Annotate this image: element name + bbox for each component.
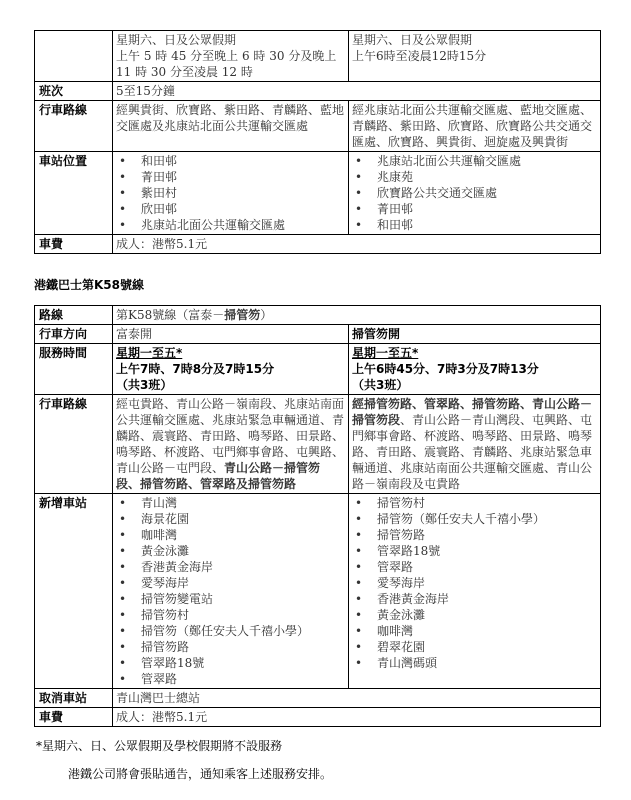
fare-label: 車費: [35, 235, 113, 254]
fare-label: 車費: [35, 708, 113, 727]
list-item: • 掃管笏（鄭任安夫人千禧小學）: [352, 511, 596, 527]
list-item: • 管翠路: [352, 559, 596, 575]
list-item: • 掃管笏（鄭任安夫人千禧小學）: [116, 623, 344, 639]
list-item: • 和田邨: [352, 217, 596, 233]
cancelled-stop-label: 取消車站: [35, 689, 113, 708]
list-item: • 咖啡灣: [352, 623, 596, 639]
table-row: [35, 708, 601, 727]
service-time-right: 星期一至五* 上午6時45分、7時3分及7時13分 （共3班）: [349, 344, 601, 395]
table-row: [35, 325, 601, 344]
route-table-1: [34, 30, 601, 254]
list-item: • 紫田村: [116, 185, 344, 201]
cancelled-stop: 青山灣巴士總站: [113, 689, 601, 708]
list-item: • 青山灣碼頭: [352, 655, 596, 671]
list-item: • 菁田邨: [116, 169, 344, 185]
list-item: • 香港黃金海岸: [352, 591, 596, 607]
list-item: • 愛琴海岸: [352, 575, 596, 591]
direction-left: 富泰開: [113, 325, 349, 344]
list-item: • 掃管笏變電站: [116, 591, 344, 607]
service-time-left: 星期一至五* 上午7時、7時8分及7時15分 （共3班）: [113, 344, 349, 395]
table-row: [35, 344, 601, 395]
stops-right: [349, 152, 601, 235]
schedule-left: 星期六、日及公眾假期 上午 5 時 45 分至晚上 6 時 30 分及晚上 11 時 30 分至凌晨 12 時: [113, 31, 349, 82]
list-item: • 欣田邨: [116, 201, 344, 217]
direction-right: 掃管笏開: [349, 325, 601, 344]
table-row: [35, 395, 601, 494]
direction-label: 行車方向: [35, 325, 113, 344]
route-name-label: 路線: [35, 306, 113, 325]
service-time-label: 服務時間: [35, 344, 113, 395]
route-right: 經兆康站北面公共運輸交匯處、藍地交匯處、青麟路、紫田路、欣寶路、欣寶路公共交通交匯處、欣寶路、興貴街、迴旋處及興貴街: [349, 101, 601, 152]
notice-text: 港鐵公司將會張貼通告，通知乘客上述服務安排。: [68, 767, 333, 781]
list-item: • 菁田邨: [352, 201, 596, 217]
route-label: 行車路線: [35, 101, 113, 152]
path-label: 行車路線: [35, 395, 113, 494]
list-item: • 和田邨: [116, 153, 344, 169]
table-row: [35, 235, 601, 254]
new-stops-right: [349, 494, 601, 689]
table-row: [35, 689, 601, 708]
table-row: [35, 152, 601, 235]
stops-label: 車站位置: [35, 152, 113, 235]
path-right: 經掃管笏路、管翠路、掃管笏路、青山公路－掃管笏段、青山公路－青山灣段、屯興路、屯門鄉事會路、杯渡路、鳴琴路、田景路、鳴琴路、青田路、震寰路、青麟路、兆康站緊急車輛通道、兆康站南面公共運輸交匯處、青山公路－嶺南段及屯貴路: [349, 395, 601, 494]
route-name: 第K58號線（富泰－掃管笏）: [113, 306, 601, 325]
stops-left: [113, 152, 349, 235]
table-row: [35, 31, 601, 82]
frequency-label: 班次: [35, 82, 113, 101]
list-item: • 欣寶路公共交通交匯處: [352, 185, 596, 201]
list-item: • 掃管笏路: [352, 527, 596, 543]
new-stops-label: 新增車站: [35, 494, 113, 689]
list-item: • 管翠路18號: [116, 655, 344, 671]
footnote: *星期六、日、公眾假期及學校假期將不設服務: [36, 739, 283, 753]
list-item: • 香港黃金海岸: [116, 559, 344, 575]
list-item: • 黃金泳灘: [116, 543, 344, 559]
list-item: • 掃管笏村: [116, 607, 344, 623]
table-row: [35, 101, 601, 152]
section-title: 港鐵巴士第K58號線: [34, 278, 144, 292]
list-item: • 掃管笏路: [116, 639, 344, 655]
fare-value: 成人：港幣5.1元: [113, 235, 601, 254]
table-row: [35, 82, 601, 101]
list-item: • 愛琴海岸: [116, 575, 344, 591]
schedule-right: 星期六、日及公眾假期 上午6時至凌晨12時15分: [349, 31, 601, 82]
list-item: • 掃管笏村: [352, 495, 596, 511]
list-item: • 黃金泳灘: [352, 607, 596, 623]
frequency-value: 5至15分鐘: [113, 82, 601, 101]
list-item: • 咖啡灣: [116, 527, 344, 543]
route-left: 經興貴街、欣寶路、紫田路、青麟路、藍地交匯處及兆康站北面公共運輸交匯處: [113, 101, 349, 152]
new-stops-left: [113, 494, 349, 689]
path-left: 經屯貴路、青山公路－嶺南段、兆康站南面公共運輸交匯處、兆康站緊急車輛通道、青麟路、震寰路、青田路、鳴琴路、田景路、鳴琴路、杯渡路、屯門鄉事會路、屯興路、青山公路－屯門段、青山公路－掃管笏段、掃管笏路、管翠路及掃管笏路: [113, 395, 349, 494]
route-table-k58: [34, 305, 601, 727]
list-item: • 海景花園: [116, 511, 344, 527]
fare-value: 成人：港幣5.1元: [113, 708, 601, 727]
list-item: • 兆康站北面公共運輸交匯處: [116, 217, 344, 233]
list-item: • 兆康苑: [352, 169, 596, 185]
list-item: • 兆康站北面公共運輸交匯處: [352, 153, 596, 169]
table-row: [35, 306, 601, 325]
list-item: • 碧翠花園: [352, 639, 596, 655]
list-item: • 管翠路18號: [352, 543, 596, 559]
list-item: • 青山灣: [116, 495, 344, 511]
list-item: • 管翠路: [116, 671, 344, 687]
table-row: [35, 494, 601, 689]
